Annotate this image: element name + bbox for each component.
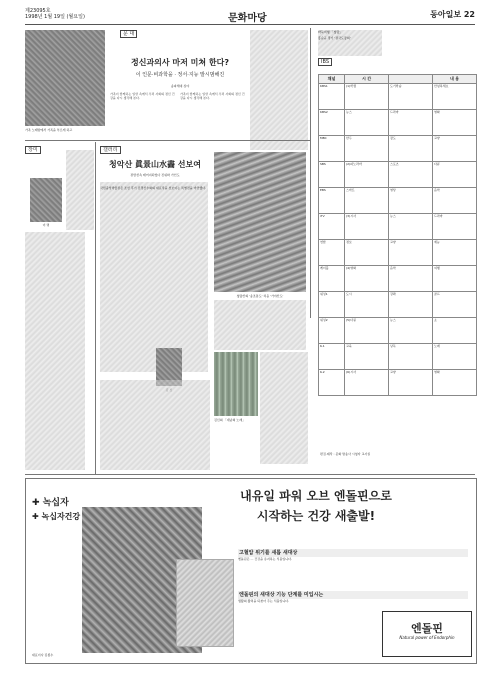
ad-panel-title1: 고혈압 위기를 새롭 새대상 xyxy=(238,549,468,557)
issue-number: 제23095호 xyxy=(25,8,51,14)
tv-row xyxy=(319,188,477,214)
article1-body-col2: 가족이 함께하는 일상 속에서 우리 사회의 정신 건강을 다시 생각해 본다. xyxy=(180,92,245,100)
ad-product-logo xyxy=(382,611,472,657)
tv-program-cell: 스마트 xyxy=(345,188,389,214)
tv-channel-cell: EBS xyxy=(319,188,345,214)
tv-program-cell: 장도 xyxy=(389,136,433,162)
tv-subheading: 홍순규 경기 '결국도장회' xyxy=(318,36,351,40)
tv-program-cell: 뉴스 xyxy=(389,214,433,240)
tv-header-cell: 채널 xyxy=(319,75,345,84)
second-painting-caption: 김신의 「새남의 노래」 xyxy=(214,418,246,422)
tv-program-cell: 교양 xyxy=(389,240,433,266)
article2-body-bottom xyxy=(100,380,210,470)
article1-byline: 송파세대 심야 xyxy=(170,84,190,88)
ad-person-caption: 대표이사 김종수 xyxy=(32,653,54,657)
tv-program-cell: 강좌 xyxy=(389,292,433,318)
issue-meta xyxy=(25,8,85,20)
family-photo xyxy=(25,30,105,126)
tv-schedule-body xyxy=(319,75,477,396)
section-title: 문화마당 xyxy=(228,13,267,24)
tv-channel-cell: KBS2 xyxy=(319,110,345,136)
tv-program-cell: 노래 xyxy=(433,344,477,370)
tv-program-cell: 영상 xyxy=(389,188,433,214)
article1-subtitle: 이 인문·비과학을 · 정서·지능 발시범해진 xyxy=(135,72,225,78)
tv-row xyxy=(319,84,477,110)
tv-program-cell: 스포츠 xyxy=(389,162,433,188)
tv-row xyxy=(319,266,477,292)
tv-program-cell: 뉴스 xyxy=(389,318,433,344)
left-column-body-top xyxy=(66,150,94,230)
tv-row xyxy=(319,344,477,370)
tv-channel-cell: K-1 xyxy=(319,344,345,370)
tv-program-cell: 한두 xyxy=(345,136,389,162)
left-column-body xyxy=(25,232,85,470)
article2-tag-label: 갤러리 xyxy=(100,146,121,154)
tv-channel-cell: iTV xyxy=(319,214,345,240)
left-column-tag-label: 장미 xyxy=(25,146,41,154)
tv-channel-cell: 위성1 xyxy=(319,292,345,318)
section-divider xyxy=(25,140,310,141)
tv-row xyxy=(319,162,477,188)
tv-program-cell: 뉴스 xyxy=(345,110,389,136)
ad-product-brand: 엔돌핀 xyxy=(411,622,443,635)
ad-top-divider xyxy=(25,474,475,475)
tv-program-cell: 도시 xyxy=(345,292,389,318)
landscape-painting xyxy=(214,152,306,292)
tv-row xyxy=(319,110,477,136)
tv-program-cell: 영화 xyxy=(433,370,477,396)
second-painting xyxy=(214,352,258,416)
left-column-divider xyxy=(95,142,96,474)
tv-row xyxy=(319,370,477,396)
tv-program-cell: 교양 xyxy=(389,370,433,396)
tv-program-cell: (6)시사 xyxy=(345,370,389,396)
tv-channel-cell: MBC xyxy=(319,136,345,162)
tv-program-cell: 낭독 xyxy=(389,344,433,370)
columnist-caption: 이 명 xyxy=(42,223,50,227)
tv-program-cell: (2)파노라마 xyxy=(345,162,389,188)
tv-program-cell: 드라마 xyxy=(389,110,433,136)
column-divider xyxy=(310,28,311,318)
tv-program-cell: 다큐 xyxy=(433,162,477,188)
tv-program-cell: 음악 xyxy=(389,266,433,292)
tv-program-cell: 교양 xyxy=(433,136,477,162)
tv-program-cell: 드라마 xyxy=(433,214,477,240)
tv-row xyxy=(319,214,477,240)
article2-body xyxy=(100,182,208,372)
article2-tag xyxy=(100,146,121,154)
tv-header-cell: 내 용 xyxy=(433,75,477,84)
page-number: 동아일보 22 xyxy=(430,10,475,19)
tv-channel-cell: 케이블 xyxy=(319,266,345,292)
tv-program-cell: 골프 xyxy=(433,292,477,318)
tv-row xyxy=(319,240,477,266)
ad-headline-line1: 내유일 파워 오브 엔돌핀으로 xyxy=(240,489,392,503)
tv-header-row xyxy=(319,75,477,84)
article1-body-col1: 가족이 함께하는 일상 속에서 우리 사회의 정신 건강을 다시 생각해 본다. xyxy=(110,92,175,100)
tv-channel-cell: 연합 xyxy=(319,240,345,266)
article2-subtitle: 관람선속 태어지되었다 진위와 가인도 xyxy=(130,173,180,177)
tv-tag xyxy=(318,58,332,66)
tv-program-cell: 안녕하세요 xyxy=(433,84,477,110)
article2-title: 청악산 眞景山水畵 선보여 xyxy=(109,160,201,169)
tv-channel-cell: 위성2 xyxy=(319,318,345,344)
ad-company-bottom-label: 녹십자건강 xyxy=(41,512,81,521)
article2-body-lower xyxy=(260,352,308,464)
ad-product-box xyxy=(176,559,234,647)
advertisement xyxy=(25,478,477,664)
tv-row xyxy=(319,318,477,344)
tv-schedule-table xyxy=(318,74,477,396)
ad-company-top-label: 녹십자 xyxy=(42,498,69,508)
page-header xyxy=(25,6,475,25)
ad-headline-line2: 시작하는 건강 새출발! xyxy=(256,509,376,523)
tv-program-cell: 교육 xyxy=(345,344,389,370)
tv-channel-cell: K-2 xyxy=(319,370,345,396)
tv-program-cell: 음악 xyxy=(433,188,477,214)
tv-program-cell: 영화 xyxy=(433,110,477,136)
tv-channel-cell: SBS xyxy=(319,162,345,188)
family-photo-caption: 가족 노래방에서 가족을 부르게 하고 xyxy=(25,128,73,132)
landscape-painting-caption: 청량산의 '송조통도' 처음 '가야산도' xyxy=(236,294,284,298)
article2-lead: 국립중앙박물관은 조선 후기 진경산수화의 대표작을 선보이는 특별전을 마련했다. xyxy=(100,186,207,190)
article1-tag-label: 문 대 xyxy=(120,30,137,38)
tv-program-cell: 정보 xyxy=(345,240,389,266)
tv-program-cell: 도기학습 xyxy=(389,84,433,110)
tv-row xyxy=(319,136,477,162)
tv-channel-cell: KBS1 xyxy=(319,84,345,110)
article1-title: 정신과의사 마저 미쳐 한다? xyxy=(130,58,229,67)
tv-program-cell: (3)시사 xyxy=(345,214,389,240)
tv-program-cell: 예능 xyxy=(433,240,477,266)
left-column-tag xyxy=(25,146,41,154)
columnist-portrait xyxy=(30,178,62,222)
tv-program-cell: (4)영화 xyxy=(345,266,389,292)
tv-program-cell: (1)학생 xyxy=(345,84,389,110)
tv-program-cell: 쇼 xyxy=(433,318,477,344)
ad-panel-body2: 생활의 활력을 되찾아 주는 식품입니다. xyxy=(238,599,290,603)
issue-date: 1998년 1월 19일 (월요일) xyxy=(25,14,85,20)
article2-body-right xyxy=(214,300,306,350)
article1-tag xyxy=(120,30,137,38)
tv-heading: 바둑여행 「청량」 xyxy=(318,30,343,34)
ad-panel-title2: 엔돌핀의 새대상 기능 단계를 미입시는 xyxy=(238,591,468,599)
tv-tag-label: IBS xyxy=(318,58,332,66)
ad-company-top: ✚ 녹십자 xyxy=(32,498,69,508)
tv-program-cell: (5)다큐 xyxy=(345,318,389,344)
article1-body-col3 xyxy=(250,30,308,150)
ad-panel-body1: 엔돌핀은 ... 건강을 유지하는 식품입니다. xyxy=(238,557,292,561)
ad-product-tagline: Natural power of Endorphin xyxy=(399,635,455,640)
ad-company-bottom: ✚ 녹십자건강 xyxy=(32,512,81,521)
tv-header-cell: 시 간 xyxy=(345,75,389,84)
tv-program-cell: 여행 xyxy=(433,266,477,292)
tv-row xyxy=(319,292,477,318)
tv-header-cell xyxy=(389,75,433,84)
tv-footer: 편집·제작 : 문화 방송사 시청자 교사실 xyxy=(320,452,371,456)
